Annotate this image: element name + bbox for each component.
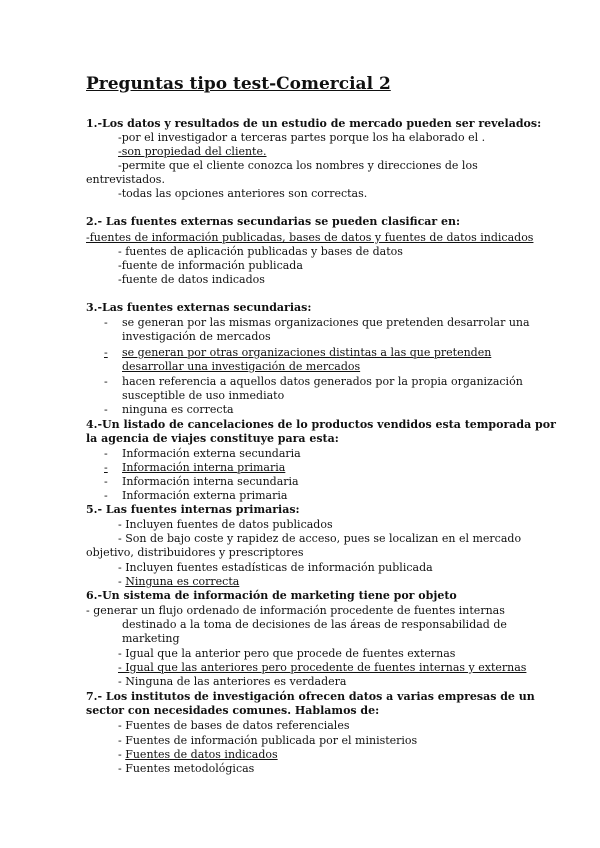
q3-option-a-bullet: -	[104, 316, 108, 329]
q2-option-b: - fuentes de aplicación publicadas y bases de datos	[118, 245, 403, 258]
q1-option-c-cont: entrevistados.	[86, 173, 165, 186]
question-7-text-cont: sector con necesidades comunes. Hablamos de:	[86, 704, 380, 717]
q5-option-a: - Incluyen fuentes de datos publicados	[118, 518, 333, 531]
question-2-text: 2.- Las fuentes externas secundarias se pueden clasificar en:	[86, 215, 461, 228]
q4-option-c-bullet: -	[104, 475, 108, 488]
q3-option-b-correct: se generan por otras organizaciones distintas a las que pretenden	[122, 346, 492, 359]
q4-option-a-bullet: -	[104, 447, 108, 460]
q5-option-b: - Son de bajo coste y rapidez de acceso, pues se localizan en el mercado	[118, 532, 522, 545]
question-7-text: 7.- Los institutos de investigación ofrecen datos a varias empresas de un	[86, 690, 535, 703]
q2-option-a-correct: -fuentes de información publicadas, bases de datos y fuentes de datos indicados	[86, 231, 534, 244]
question-3-text: 3.-Las fuentes externas secundarias:	[86, 301, 312, 314]
q7-option-c-dash: -	[118, 748, 126, 761]
q4-option-d-bullet: -	[104, 489, 108, 502]
q6-option-b: - Igual que la anterior pero que procede de fuentes externas	[118, 647, 456, 660]
q6-option-d: - Ninguna de las anteriores es verdadera	[118, 675, 347, 688]
q4-option-d: Información externa primaria	[122, 489, 288, 502]
q3-option-c-cont: susceptible de uso inmediato	[122, 389, 285, 402]
q5-option-c: - Incluyen fuentes estadísticas de información publicada	[118, 561, 433, 574]
q3-option-d-bullet: -	[104, 403, 108, 416]
q3-option-c: hacen referencia a aquellos datos generados por la propia organización	[122, 375, 523, 388]
q6-option-a: - generar un flujo ordenado de información procedente de fuentes internas	[86, 604, 505, 617]
question-4-text-cont: la agencia de viajes constituye para esta:	[86, 432, 339, 445]
question-5-text: 5.- Las fuentes internas primarias:	[86, 503, 300, 516]
q1-option-c: -permite que el cliente conozca los nombres y direcciones de los	[118, 159, 478, 172]
q7-option-b: - Fuentes de información publicada por el ministerios	[118, 734, 418, 747]
q7-option-a: - Fuentes de bases de datos referenciales	[118, 719, 350, 732]
question-1-text: 1.-Los datos y resultados de un estudio de mercado pueden ser revelados:	[86, 117, 542, 130]
q7-option-c	[118, 748, 278, 762]
q7-option-d: - Fuentes metodológicas	[118, 762, 255, 775]
q7-option-c-correct: Fuentes de datos indicados	[125, 748, 278, 761]
q6-option-a-cont-1: destinado a la toma de decisiones de las áreas de responsabilidad de	[122, 618, 507, 631]
q4-option-b-correct: Información interna primaria	[122, 461, 286, 474]
q2-option-c: -fuente de información publicada	[118, 259, 303, 272]
q5-option-d-dash: -	[118, 575, 126, 588]
question-4-text: 4.-Un listado de cancelaciones de lo productos vendidos esta temporada por	[86, 418, 556, 431]
q4-option-c: Información interna secundaria	[122, 475, 299, 488]
q3-option-c-bullet: -	[104, 375, 108, 388]
q1-option-d: -todas las opciones anteriores son correctas.	[118, 187, 368, 200]
q5-option-d-correct: Ninguna es correcta	[125, 575, 240, 588]
q6-title: Un sistema de información de marketing tiene por objeto	[102, 589, 457, 602]
q5-option-b-cont: objetivo, distribuidores y prescriptores	[86, 546, 304, 559]
question-6-text	[86, 589, 457, 603]
q4-option-a: Información externa secundaria	[122, 447, 301, 460]
q3-option-d: ninguna es correcta	[122, 403, 234, 416]
q1-option-b-correct: -son propiedad del cliente.	[118, 145, 267, 158]
q6-option-a-cont-2: marketing	[122, 632, 180, 645]
q2-option-d: -fuente de datos indicados	[118, 273, 265, 286]
q4-option-b-bullet: -	[104, 461, 108, 474]
q6-number: 6.-	[86, 589, 103, 602]
q6-option-c-correct: - Igual que las anteriores pero procedente de fuentes internas y externas	[118, 661, 527, 674]
q5-option-d	[118, 575, 239, 589]
page-title: Preguntas tipo test-Comercial 2	[86, 74, 391, 94]
q3-option-a-cont: investigación de mercados	[122, 330, 271, 343]
q3-option-b-bullet: -	[104, 346, 108, 359]
q1-option-a: -por el investigador a terceras partes porque los ha elaborado el .	[118, 131, 486, 144]
q3-option-b-cont: desarrollar una investigación de mercados	[122, 360, 361, 373]
q3-option-a: se generan por las mismas organizaciones que pretenden desarrolar una	[122, 316, 530, 329]
